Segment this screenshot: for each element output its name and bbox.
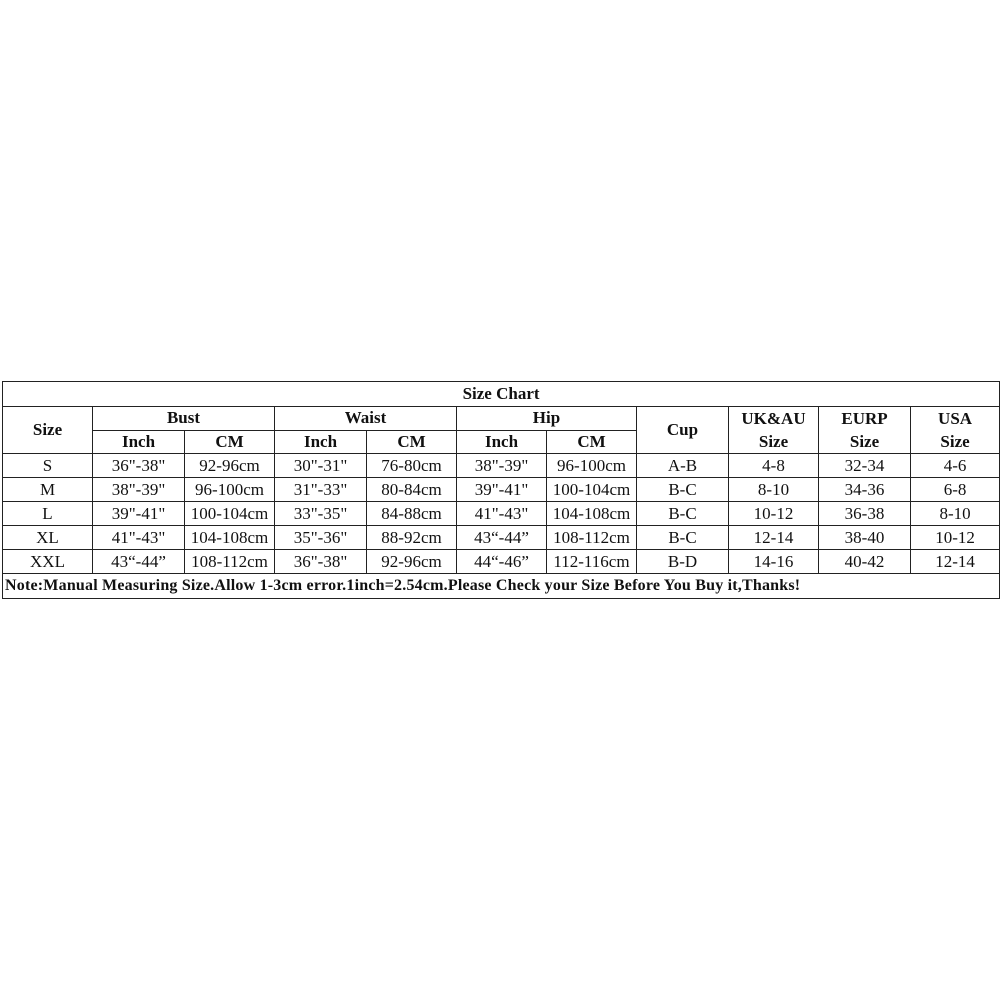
table-row xyxy=(3,454,1000,478)
cell-cup: B-C xyxy=(637,502,729,526)
cell-hip-cm: 100-104cm xyxy=(547,478,637,502)
cell-waist-inch: 30"-31" xyxy=(275,454,367,478)
table-row xyxy=(3,502,1000,526)
cell-waist-cm: 92-96cm xyxy=(367,550,457,574)
header-ukau-line1: UK&AU xyxy=(741,409,806,428)
cell-bust-inch: 38"-39" xyxy=(93,478,185,502)
cell-hip-inch: 39"-41" xyxy=(457,478,547,502)
header-bust-inch: Inch xyxy=(93,430,185,454)
header-hip-cm: CM xyxy=(547,430,637,454)
table-row xyxy=(3,550,1000,574)
header-eurp-line2: Size xyxy=(849,432,880,451)
header-hip-inch: Inch xyxy=(457,430,547,454)
cell-eurp: 34-36 xyxy=(819,478,911,502)
cell-bust-inch: 39"-41" xyxy=(93,502,185,526)
cell-bust-inch: 36"-38" xyxy=(93,454,185,478)
cell-usa: 8-10 xyxy=(911,502,1000,526)
cell-usa: 12-14 xyxy=(911,550,1000,574)
cell-size: XL xyxy=(3,526,93,550)
table-row xyxy=(3,478,1000,502)
cell-bust-inch: 41"-43" xyxy=(93,526,185,550)
cell-hip-inch: 38"-39" xyxy=(457,454,547,478)
cell-size: M xyxy=(3,478,93,502)
header-ukau xyxy=(729,407,819,454)
cell-bust-cm: 96-100cm xyxy=(185,478,275,502)
size-chart-table xyxy=(2,381,1000,599)
cell-ukau: 10-12 xyxy=(729,502,819,526)
cell-ukau: 8-10 xyxy=(729,478,819,502)
cell-cup: B-D xyxy=(637,550,729,574)
size-chart-container xyxy=(2,381,999,599)
cell-size: L xyxy=(3,502,93,526)
cell-ukau: 12-14 xyxy=(729,526,819,550)
header-waist: Waist xyxy=(275,407,457,431)
cell-waist-cm: 88-92cm xyxy=(367,526,457,550)
header-eurp-line1: EURP xyxy=(841,409,888,428)
header-eurp xyxy=(819,407,911,454)
header-usa-line1: USA xyxy=(938,409,973,428)
cell-waist-inch: 35"-36" xyxy=(275,526,367,550)
cell-ukau: 4-8 xyxy=(729,454,819,478)
header-bust-cm: CM xyxy=(185,430,275,454)
cell-waist-cm: 80-84cm xyxy=(367,478,457,502)
cell-hip-inch: 41"-43" xyxy=(457,502,547,526)
cell-bust-inch: 43“-44” xyxy=(93,550,185,574)
cell-size: XXL xyxy=(3,550,93,574)
header-bust: Bust xyxy=(93,407,275,431)
cell-hip-inch: 44“-46” xyxy=(457,550,547,574)
header-size: Size xyxy=(3,407,93,454)
header-waist-cm: CM xyxy=(367,430,457,454)
cell-usa: 10-12 xyxy=(911,526,1000,550)
header-cup: Cup xyxy=(637,407,729,454)
cell-cup: B-C xyxy=(637,526,729,550)
header-hip: Hip xyxy=(457,407,637,431)
header-ukau-line2: Size xyxy=(758,432,789,451)
cell-waist-cm: 76-80cm xyxy=(367,454,457,478)
cell-bust-cm: 92-96cm xyxy=(185,454,275,478)
cell-size: S xyxy=(3,454,93,478)
cell-eurp: 36-38 xyxy=(819,502,911,526)
cell-usa: 4-6 xyxy=(911,454,1000,478)
cell-eurp: 38-40 xyxy=(819,526,911,550)
cell-hip-cm: 104-108cm xyxy=(547,502,637,526)
cell-bust-cm: 108-112cm xyxy=(185,550,275,574)
cell-cup: A-B xyxy=(637,454,729,478)
chart-title: Size Chart xyxy=(3,382,1000,407)
header-usa xyxy=(911,407,1000,454)
table-row xyxy=(3,526,1000,550)
cell-hip-inch: 43“-44” xyxy=(457,526,547,550)
cell-hip-cm: 112-116cm xyxy=(547,550,637,574)
cell-bust-cm: 100-104cm xyxy=(185,502,275,526)
cell-eurp: 40-42 xyxy=(819,550,911,574)
cell-waist-inch: 31"-33" xyxy=(275,478,367,502)
cell-cup: B-C xyxy=(637,478,729,502)
cell-waist-inch: 33"-35" xyxy=(275,502,367,526)
cell-eurp: 32-34 xyxy=(819,454,911,478)
cell-waist-cm: 84-88cm xyxy=(367,502,457,526)
header-usa-line2: Size xyxy=(940,432,970,451)
header-waist-inch: Inch xyxy=(275,430,367,454)
note-text: Note:Manual Measuring Size.Allow 1-3cm error.1inch=2.54cm.Please Check your Size Before You Buy it,Thanks! xyxy=(3,574,1000,599)
cell-hip-cm: 96-100cm xyxy=(547,454,637,478)
cell-bust-cm: 104-108cm xyxy=(185,526,275,550)
cell-waist-inch: 36"-38" xyxy=(275,550,367,574)
cell-ukau: 14-16 xyxy=(729,550,819,574)
cell-hip-cm: 108-112cm xyxy=(547,526,637,550)
cell-usa: 6-8 xyxy=(911,478,1000,502)
